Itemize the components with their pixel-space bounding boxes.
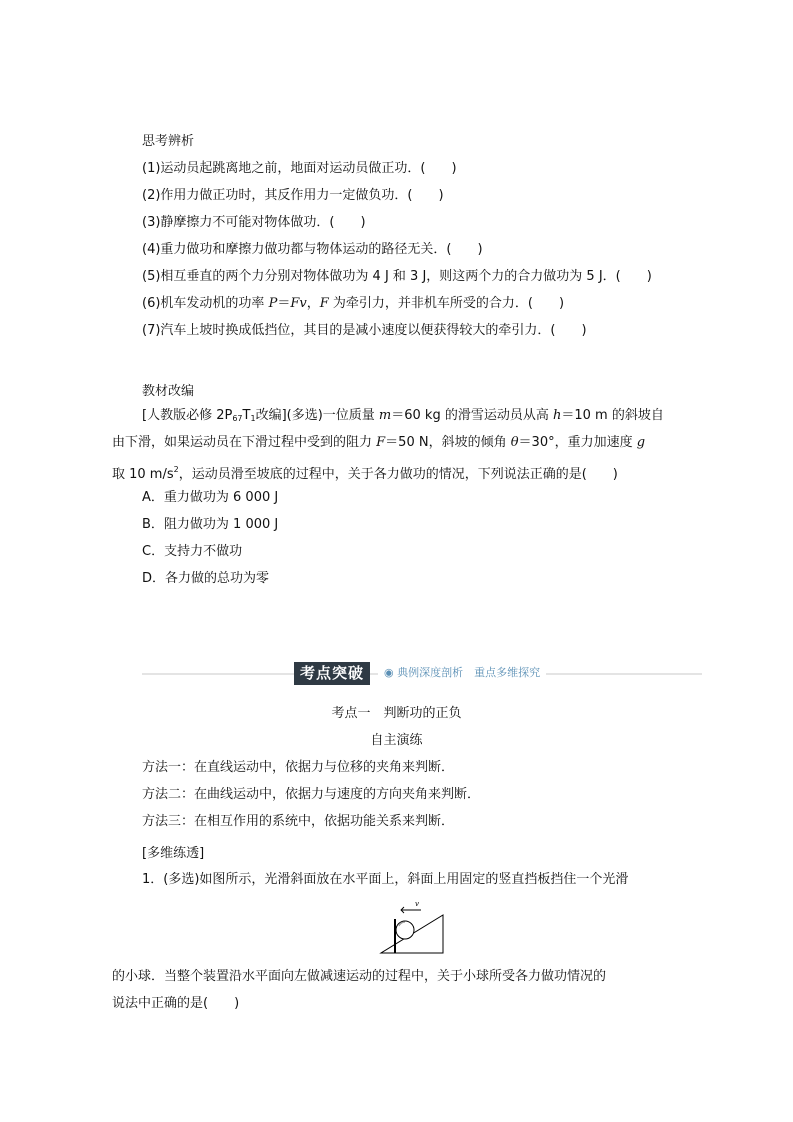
question-1-end: 说法中正确的是( ): [112, 996, 240, 1011]
textbook-line-1: [人教版必修 $2P_{67}T_1$改编](多选)一位质量 m＝60 kg 的滑雪运动员从高 h＝10 m 的斜坡自: [142, 408, 664, 423]
practice-label: [多维练透]: [142, 846, 205, 861]
banner-subtitle: ◉ 典例深度剖析 重点多维探究: [378, 664, 546, 682]
question-1-cont: 的小球．当整个装置沿水平面向左做减速运动的过程中，关于小球所受各力做功情况的: [112, 969, 607, 984]
method-1: 方法一：在直线运动中，依据力与位移的夹角来判断．: [142, 760, 455, 775]
textbook-title: 教材改编: [142, 384, 195, 399]
option-c: C．支持力不做功: [142, 544, 243, 559]
section-subtitle: 自主演练: [370, 733, 423, 748]
banner-label: 考点突破: [294, 662, 370, 685]
option-a: A．重力做功为 6 000 J: [142, 490, 279, 505]
think-item-6: (6)机车发动机的功率 P＝Fv，F 为牵引力，并非机车所受的合力．( ): [142, 296, 565, 311]
think-title: 思考辨析: [142, 134, 195, 149]
method-2: 方法二：在曲线运动中，依据力与速度的方向夹角来判断．: [142, 787, 481, 802]
think-item-3: (3)静摩擦力不可能对物体做功．( ): [142, 215, 366, 230]
textbook-line-3: 取 10 $m/s^2$，运动员滑至坡底的过程中，关于各力做功的情况，下列说法正确的是( ): [112, 465, 618, 482]
option-b: B．阻力做功为 1 000 J: [142, 517, 279, 532]
think-item-2: (2)作用力做正功时，其反作用力一定做负功．( ): [142, 188, 444, 203]
think-item-5: (5)相互垂直的两个力分别对物体做功为 4 J 和 3 J，则这两个力的合力做功为 5 J．( ): [142, 269, 652, 284]
question-1: 1．(多选)如图所示，光滑斜面放在水平面上，斜面上用固定的竖直挡板挡住一个光滑: [142, 872, 629, 887]
incline-figure: [379, 897, 445, 957]
think-item-7: (7)汽车上坡时换成低挡位，其目的是减小速度以便获得较大的牵引力．( ): [142, 323, 587, 338]
think-item-1: (1)运动员起跳离地之前，地面对运动员做正功．( ): [142, 161, 457, 176]
section-banner: [142, 660, 702, 688]
think-item-4: (4)重力做功和摩擦力做功都与物体运动的路径无关．( ): [142, 242, 483, 257]
smooth-ball: [396, 921, 414, 939]
textbook-line-2: 由下滑，如果运动员在下滑过程中受到的阻力 F＝50 N，斜坡的倾角 θ＝30°，重力加速度 g: [112, 435, 646, 450]
section-title: 考点一 判断功的正负: [331, 706, 462, 721]
method-3: 方法三：在相互作用的系统中，依据功能关系来判断．: [142, 814, 455, 829]
option-d: D．各力做的总功为零: [142, 571, 270, 586]
velocity-label: v: [415, 900, 419, 908]
